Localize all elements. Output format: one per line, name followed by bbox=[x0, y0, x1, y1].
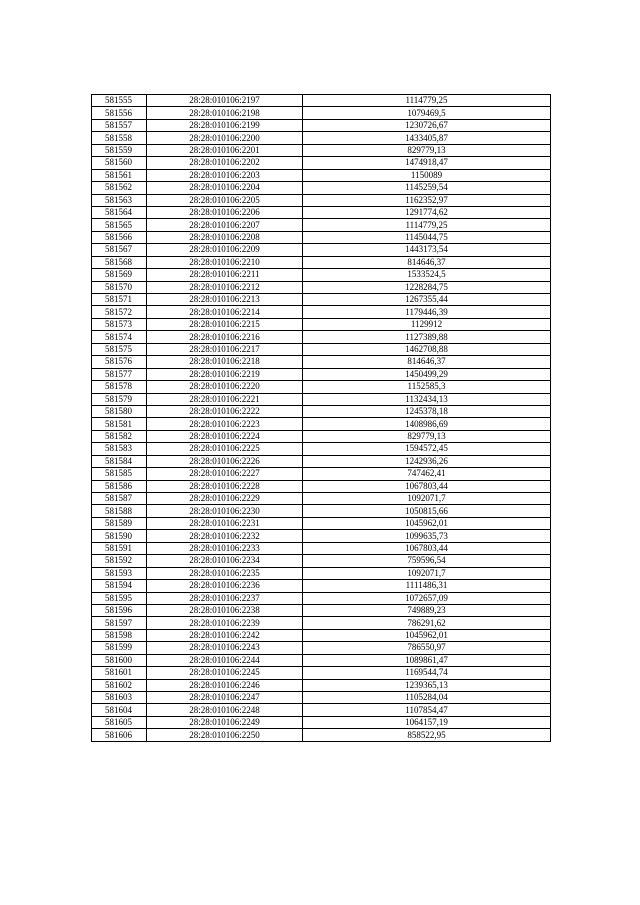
table-row bbox=[92, 331, 551, 343]
cadastral-number-cell: 28:28:010106:2198 bbox=[147, 107, 303, 119]
table-row bbox=[92, 107, 551, 119]
value-cell: 759596,54 bbox=[303, 555, 551, 567]
table-row bbox=[92, 580, 551, 592]
value-cell: 1462708,88 bbox=[303, 343, 551, 355]
table-row bbox=[92, 555, 551, 567]
value-cell: 1145259,54 bbox=[303, 182, 551, 194]
row-number-cell: 581603 bbox=[92, 692, 147, 704]
cadastral-number-cell: 28:28:010106:2214 bbox=[147, 306, 303, 318]
row-number-cell: 581581 bbox=[92, 418, 147, 430]
value-cell: 1129912 bbox=[303, 318, 551, 330]
value-cell: 1127389,88 bbox=[303, 331, 551, 343]
cadastral-number-cell: 28:28:010106:2242 bbox=[147, 629, 303, 641]
row-number-cell: 581556 bbox=[92, 107, 147, 119]
table-row bbox=[92, 530, 551, 542]
row-number-cell: 581588 bbox=[92, 505, 147, 517]
value-cell: 1152585,3 bbox=[303, 381, 551, 393]
cadastral-number-cell: 28:28:010106:2233 bbox=[147, 542, 303, 554]
table-row bbox=[92, 642, 551, 654]
table-row bbox=[92, 194, 551, 206]
table-row bbox=[92, 281, 551, 293]
cadastral-number-cell: 28:28:010106:2248 bbox=[147, 704, 303, 716]
cadastral-number-cell: 28:28:010106:2218 bbox=[147, 356, 303, 368]
row-number-cell: 581560 bbox=[92, 157, 147, 169]
value-cell: 1107854,47 bbox=[303, 704, 551, 716]
row-number-cell: 581586 bbox=[92, 480, 147, 492]
row-number-cell: 581602 bbox=[92, 679, 147, 691]
row-number-cell: 581599 bbox=[92, 642, 147, 654]
table-row bbox=[92, 654, 551, 666]
cadastral-number-cell: 28:28:010106:2199 bbox=[147, 119, 303, 131]
row-number-cell: 581577 bbox=[92, 368, 147, 380]
cadastral-number-cell: 28:28:010106:2243 bbox=[147, 642, 303, 654]
table-row bbox=[92, 418, 551, 430]
value-cell: 1179446,39 bbox=[303, 306, 551, 318]
value-cell: 814646,37 bbox=[303, 256, 551, 268]
row-number-cell: 581583 bbox=[92, 443, 147, 455]
table-row bbox=[92, 443, 551, 455]
row-number-cell: 581563 bbox=[92, 194, 147, 206]
cadastral-number-cell: 28:28:010106:2221 bbox=[147, 393, 303, 405]
table-row bbox=[92, 368, 551, 380]
row-number-cell: 581598 bbox=[92, 629, 147, 641]
row-number-cell: 581600 bbox=[92, 654, 147, 666]
row-number-cell: 581568 bbox=[92, 256, 147, 268]
cadastral-number-cell: 28:28:010106:2206 bbox=[147, 206, 303, 218]
cadastral-number-cell: 28:28:010106:2231 bbox=[147, 517, 303, 529]
table-row bbox=[92, 343, 551, 355]
value-cell: 786291,62 bbox=[303, 617, 551, 629]
row-number-cell: 581604 bbox=[92, 704, 147, 716]
table-row bbox=[92, 729, 551, 741]
value-cell: 1114779,25 bbox=[303, 95, 551, 107]
value-cell: 747462,41 bbox=[303, 468, 551, 480]
table-row bbox=[92, 617, 551, 629]
value-cell: 1242936,26 bbox=[303, 455, 551, 467]
row-number-cell: 581601 bbox=[92, 667, 147, 679]
value-cell: 1111486,31 bbox=[303, 580, 551, 592]
cadastral-number-cell: 28:28:010106:2213 bbox=[147, 294, 303, 306]
row-number-cell: 581555 bbox=[92, 95, 147, 107]
cadastral-number-cell: 28:28:010106:2204 bbox=[147, 182, 303, 194]
row-number-cell: 581582 bbox=[92, 430, 147, 442]
table-row bbox=[92, 356, 551, 368]
cadastral-number-cell: 28:28:010106:2230 bbox=[147, 505, 303, 517]
cadastral-number-cell: 28:28:010106:2215 bbox=[147, 318, 303, 330]
value-cell: 1092071,7 bbox=[303, 567, 551, 579]
value-cell: 786550,97 bbox=[303, 642, 551, 654]
table-row bbox=[92, 629, 551, 641]
table-row bbox=[92, 169, 551, 181]
cadastral-number-cell: 28:28:010106:2247 bbox=[147, 692, 303, 704]
row-number-cell: 581596 bbox=[92, 604, 147, 616]
table-row bbox=[92, 604, 551, 616]
data-table bbox=[91, 94, 551, 742]
value-cell: 1408986,69 bbox=[303, 418, 551, 430]
value-cell: 1072657,09 bbox=[303, 592, 551, 604]
table-row bbox=[92, 256, 551, 268]
value-cell: 1228284,75 bbox=[303, 281, 551, 293]
cadastral-number-cell: 28:28:010106:2250 bbox=[147, 729, 303, 741]
cadastral-number-cell: 28:28:010106:2201 bbox=[147, 144, 303, 156]
cadastral-number-cell: 28:28:010106:2235 bbox=[147, 567, 303, 579]
table-row bbox=[92, 306, 551, 318]
value-cell: 1169544,74 bbox=[303, 667, 551, 679]
table-row bbox=[92, 95, 551, 107]
cadastral-number-cell: 28:28:010106:2234 bbox=[147, 555, 303, 567]
table-row bbox=[92, 430, 551, 442]
value-cell: 1067803,44 bbox=[303, 480, 551, 492]
table-row bbox=[92, 468, 551, 480]
row-number-cell: 581579 bbox=[92, 393, 147, 405]
row-number-cell: 581559 bbox=[92, 144, 147, 156]
value-cell: 1045962,01 bbox=[303, 517, 551, 529]
row-number-cell: 581606 bbox=[92, 729, 147, 741]
row-number-cell: 581597 bbox=[92, 617, 147, 629]
row-number-cell: 581562 bbox=[92, 182, 147, 194]
value-cell: 1089861,47 bbox=[303, 654, 551, 666]
value-cell: 1132434,13 bbox=[303, 393, 551, 405]
cadastral-number-cell: 28:28:010106:2210 bbox=[147, 256, 303, 268]
table-row bbox=[92, 480, 551, 492]
row-number-cell: 581595 bbox=[92, 592, 147, 604]
table-row bbox=[92, 381, 551, 393]
value-cell: 1291774,62 bbox=[303, 206, 551, 218]
cadastral-number-cell: 28:28:010106:2207 bbox=[147, 219, 303, 231]
table-row bbox=[92, 206, 551, 218]
row-number-cell: 581566 bbox=[92, 231, 147, 243]
value-cell: 1533524,5 bbox=[303, 269, 551, 281]
row-number-cell: 581580 bbox=[92, 405, 147, 417]
cadastral-number-cell: 28:28:010106:2236 bbox=[147, 580, 303, 592]
value-cell: 1114779,25 bbox=[303, 219, 551, 231]
value-cell: 858522,95 bbox=[303, 729, 551, 741]
cadastral-number-cell: 28:28:010106:2246 bbox=[147, 679, 303, 691]
row-number-cell: 581594 bbox=[92, 580, 147, 592]
value-cell: 1079469,5 bbox=[303, 107, 551, 119]
table-row bbox=[92, 493, 551, 505]
table-row bbox=[92, 505, 551, 517]
cadastral-number-cell: 28:28:010106:2208 bbox=[147, 231, 303, 243]
value-cell: 1105284,04 bbox=[303, 692, 551, 704]
row-number-cell: 581574 bbox=[92, 331, 147, 343]
value-cell: 1450499,29 bbox=[303, 368, 551, 380]
row-number-cell: 581592 bbox=[92, 555, 147, 567]
value-cell: 1150089 bbox=[303, 169, 551, 181]
value-cell: 829779,13 bbox=[303, 144, 551, 156]
cadastral-number-cell: 28:28:010106:2209 bbox=[147, 244, 303, 256]
value-cell: 1594572,45 bbox=[303, 443, 551, 455]
table-row bbox=[92, 231, 551, 243]
table-row bbox=[92, 393, 551, 405]
row-number-cell: 581578 bbox=[92, 381, 147, 393]
cadastral-number-cell: 28:28:010106:2237 bbox=[147, 592, 303, 604]
row-number-cell: 581565 bbox=[92, 219, 147, 231]
cadastral-number-cell: 28:28:010106:2239 bbox=[147, 617, 303, 629]
table-row bbox=[92, 294, 551, 306]
table-row bbox=[92, 692, 551, 704]
table-row bbox=[92, 244, 551, 256]
cadastral-number-cell: 28:28:010106:2232 bbox=[147, 530, 303, 542]
cadastral-number-cell: 28:28:010106:2202 bbox=[147, 157, 303, 169]
table-row bbox=[92, 716, 551, 728]
row-number-cell: 581570 bbox=[92, 281, 147, 293]
value-cell: 1433405,87 bbox=[303, 132, 551, 144]
cadastral-number-cell: 28:28:010106:2223 bbox=[147, 418, 303, 430]
row-number-cell: 581585 bbox=[92, 468, 147, 480]
value-cell: 1045962,01 bbox=[303, 629, 551, 641]
table-row bbox=[92, 182, 551, 194]
cadastral-number-cell: 28:28:010106:2228 bbox=[147, 480, 303, 492]
cadastral-number-cell: 28:28:010106:2211 bbox=[147, 269, 303, 281]
value-cell: 749889,23 bbox=[303, 604, 551, 616]
table-row bbox=[92, 704, 551, 716]
cadastral-number-cell: 28:28:010106:2203 bbox=[147, 169, 303, 181]
cadastral-number-cell: 28:28:010106:2197 bbox=[147, 95, 303, 107]
value-cell: 1092071,7 bbox=[303, 493, 551, 505]
cadastral-number-cell: 28:28:010106:2238 bbox=[147, 604, 303, 616]
table-row bbox=[92, 667, 551, 679]
table-row bbox=[92, 132, 551, 144]
row-number-cell: 581569 bbox=[92, 269, 147, 281]
row-number-cell: 581584 bbox=[92, 455, 147, 467]
row-number-cell: 581571 bbox=[92, 294, 147, 306]
cadastral-number-cell: 28:28:010106:2224 bbox=[147, 430, 303, 442]
row-number-cell: 581593 bbox=[92, 567, 147, 579]
value-cell: 814646,37 bbox=[303, 356, 551, 368]
value-cell: 1474918,47 bbox=[303, 157, 551, 169]
row-number-cell: 581590 bbox=[92, 530, 147, 542]
value-cell: 1245378,18 bbox=[303, 405, 551, 417]
cadastral-number-cell: 28:28:010106:2200 bbox=[147, 132, 303, 144]
row-number-cell: 581591 bbox=[92, 542, 147, 554]
row-number-cell: 581558 bbox=[92, 132, 147, 144]
cadastral-number-cell: 28:28:010106:2212 bbox=[147, 281, 303, 293]
cadastral-number-cell: 28:28:010106:2225 bbox=[147, 443, 303, 455]
table-row bbox=[92, 144, 551, 156]
table-row bbox=[92, 405, 551, 417]
table-row bbox=[92, 119, 551, 131]
row-number-cell: 581567 bbox=[92, 244, 147, 256]
row-number-cell: 581557 bbox=[92, 119, 147, 131]
cadastral-number-cell: 28:28:010106:2249 bbox=[147, 716, 303, 728]
cadastral-number-cell: 28:28:010106:2205 bbox=[147, 194, 303, 206]
value-cell: 1443173,54 bbox=[303, 244, 551, 256]
row-number-cell: 581589 bbox=[92, 517, 147, 529]
value-cell: 1145044,75 bbox=[303, 231, 551, 243]
cadastral-number-cell: 28:28:010106:2220 bbox=[147, 381, 303, 393]
row-number-cell: 581587 bbox=[92, 493, 147, 505]
row-number-cell: 581576 bbox=[92, 356, 147, 368]
row-number-cell: 581573 bbox=[92, 318, 147, 330]
cadastral-number-cell: 28:28:010106:2217 bbox=[147, 343, 303, 355]
table-row bbox=[92, 542, 551, 554]
table-row bbox=[92, 269, 551, 281]
value-cell: 1239365,13 bbox=[303, 679, 551, 691]
row-number-cell: 581564 bbox=[92, 206, 147, 218]
cadastral-number-cell: 28:28:010106:2216 bbox=[147, 331, 303, 343]
value-cell: 1267355,44 bbox=[303, 294, 551, 306]
value-cell: 1230726,67 bbox=[303, 119, 551, 131]
row-number-cell: 581561 bbox=[92, 169, 147, 181]
row-number-cell: 581572 bbox=[92, 306, 147, 318]
table-row bbox=[92, 318, 551, 330]
row-number-cell: 581605 bbox=[92, 716, 147, 728]
value-cell: 829779,13 bbox=[303, 430, 551, 442]
row-number-cell: 581575 bbox=[92, 343, 147, 355]
cadastral-number-cell: 28:28:010106:2226 bbox=[147, 455, 303, 467]
table-row bbox=[92, 219, 551, 231]
table-body bbox=[92, 95, 551, 742]
table-row bbox=[92, 455, 551, 467]
cadastral-number-cell: 28:28:010106:2227 bbox=[147, 468, 303, 480]
value-cell: 1050815,66 bbox=[303, 505, 551, 517]
table-row bbox=[92, 679, 551, 691]
table-row bbox=[92, 157, 551, 169]
cadastral-number-cell: 28:28:010106:2245 bbox=[147, 667, 303, 679]
table-row bbox=[92, 592, 551, 604]
value-cell: 1067803,44 bbox=[303, 542, 551, 554]
cadastral-number-cell: 28:28:010106:2219 bbox=[147, 368, 303, 380]
table-row bbox=[92, 567, 551, 579]
value-cell: 1099635,73 bbox=[303, 530, 551, 542]
cadastral-number-cell: 28:28:010106:2229 bbox=[147, 493, 303, 505]
cadastral-number-cell: 28:28:010106:2222 bbox=[147, 405, 303, 417]
value-cell: 1064157,19 bbox=[303, 716, 551, 728]
cadastral-number-cell: 28:28:010106:2244 bbox=[147, 654, 303, 666]
table-row bbox=[92, 517, 551, 529]
value-cell: 1162352,97 bbox=[303, 194, 551, 206]
